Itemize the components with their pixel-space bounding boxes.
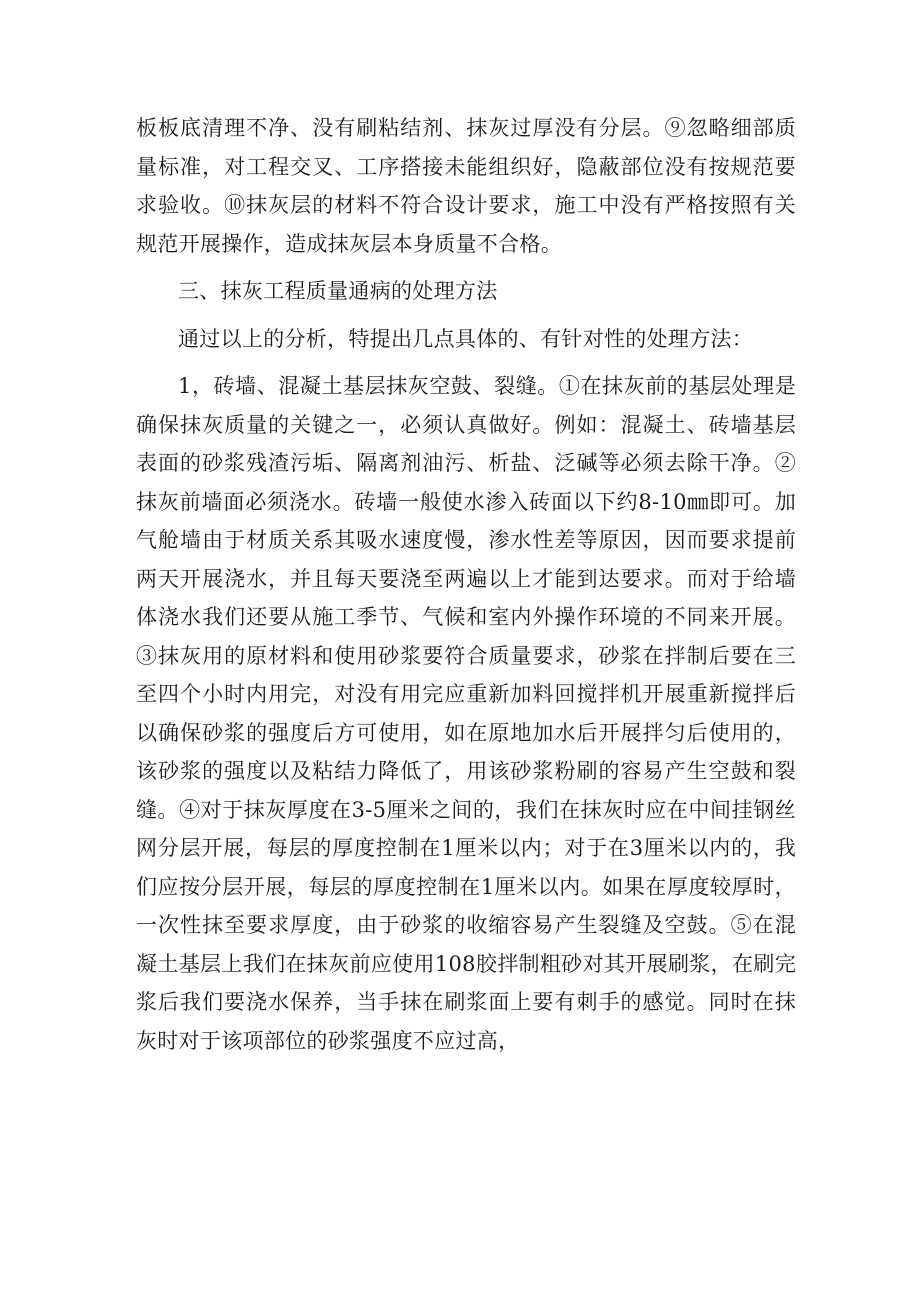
paragraph-continuation: 板板底清理不净、没有刷粘结剂、抹灰过厚没有分层。⑨忽略细部质量标准，对工程交叉、工序搭接未能组织好，隐蔽部位没有按规范要求验收。⑩抹灰层的材料不符合设计要求，施工中没有严格按照有关规范开展操作，造成抹灰层本身质量不合格。 [136, 116, 796, 256]
document-body [136, 109, 796, 1060]
paragraph-item-1: 1，砖墙、混凝土基层抹灰空鼓、裂缝。①在抹灰前的基层处理是确保抹灰质量的关键之一，必须认真做好。例如：混凝土、砖墙基层表面的砂浆残渣污垢、隔离剂油污、析盐、泛碱等必须去除干净。②抹灰前墙面必须浇水。砖墙一般使水渗入砖面以下约8-10㎜即可。加气舱墙由于材质关系其吸水速度慢，渗水性差等原因，因而要求提前两天开展浇水，并且每天要浇至两遍以上才能到达要求。而对于给墙体浇水我们还要从施工季节、气候和室内外操作环境的不同来开展。③抹灰用的原材料和使用砂浆要符合质量要求，砂浆在拌制后要在三至四个小时内用完，对没有用完应重新加料回搅拌机开展重新搅拌后以确保砂浆的强度后方可使用，如在原地加水后开展拌匀后使用的，该砂浆的强度以及粘结力降低了，用该砂浆粉刷的容易产生空鼓和裂缝。④对于抹灰厚度在3-5厘米之间的，我们在抹灰时应在中间挂钢丝网分层开展，每层的厚度控制在1厘米以内；对于在3厘米以内的，我们应按分层开展，每层的厚度控制在1厘米以内。如果在厚度较厚时，一次性抹至要求厚度，由于砂浆的收缩容易产生裂缝及空鼓。⑤在混凝土基层上我们在抹灰前应使用108胶拌制粗砂对其开展刷浆，在刷完浆后我们要浇水保养，当手抹在刷浆面上要有刺手的感觉。同时在抹灰时对于该项部位的砂浆强度不应过高， [136, 374, 796, 1053]
paragraph-intro: 通过以上的分析，特提出几点具体的、有针对性的处理方法： [178, 326, 754, 351]
section-heading: 三、抹灰工程质量通病的处理方法 [178, 279, 498, 303]
